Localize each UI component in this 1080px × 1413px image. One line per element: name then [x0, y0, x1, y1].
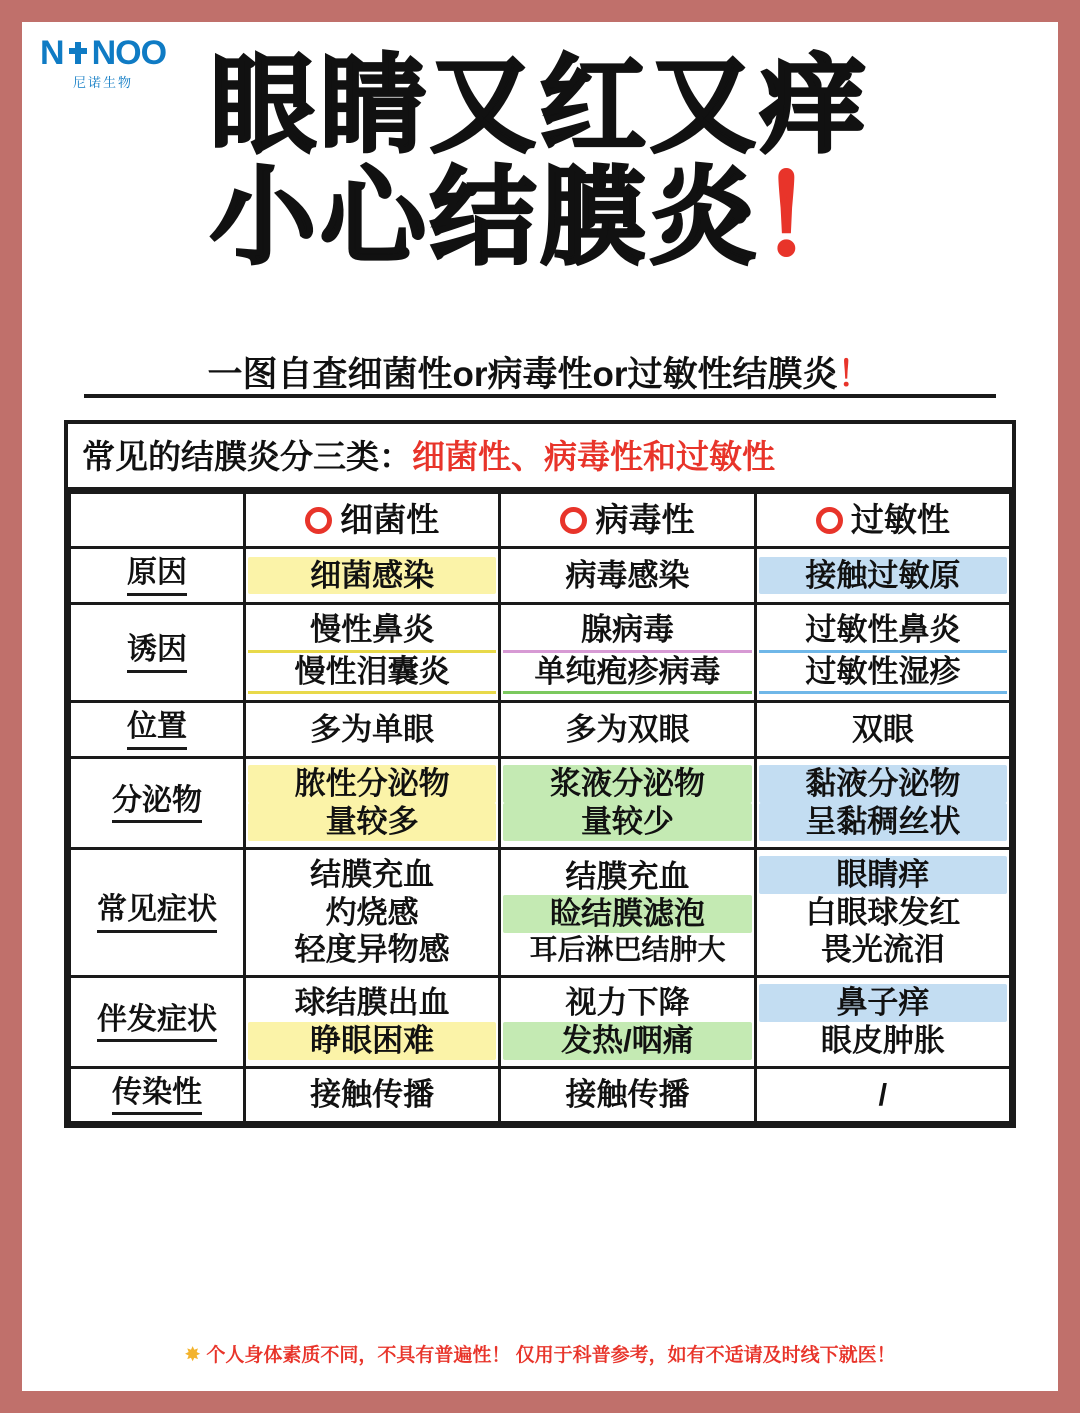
cell-cause-viral	[500, 548, 755, 604]
circle-icon	[560, 507, 587, 534]
cell-discharge-allergic	[755, 758, 1010, 849]
cell-location-allergic	[755, 702, 1010, 758]
table-row	[70, 848, 1011, 976]
cell-associated-viral	[500, 977, 755, 1068]
table-banner-highlight: 细菌性、病毒性和过敏性	[412, 438, 775, 475]
cell-text: 慢性鼻炎	[248, 611, 496, 653]
cell-text: 耳后淋巴结肿大	[529, 934, 726, 966]
disclaimer-exclamation-1: ！	[491, 1345, 511, 1366]
cell-text: 黏液分泌物	[759, 765, 1007, 803]
star-icon: ✸	[184, 1344, 202, 1366]
cell-symptoms-allergic	[755, 848, 1010, 976]
cell-text: 多为单眼	[310, 711, 435, 747]
cell-text: 慢性泪囊炎	[248, 653, 496, 695]
row-header-trigger-label: 诱因	[127, 632, 187, 673]
cell-text: 灼烧感	[325, 894, 419, 930]
subheadline-text: 一图自查细菌性or病毒性or过敏性结膜炎	[207, 355, 838, 394]
column-header-bacterial	[245, 493, 500, 548]
table-row	[70, 758, 1011, 849]
cell-text: 量较多	[248, 803, 496, 841]
cell-associated-allergic	[755, 977, 1010, 1068]
cell-text: 轻度异物感	[294, 932, 450, 968]
cell-text: 细菌感染	[248, 557, 496, 595]
headline-line2	[22, 156, 1058, 280]
subheadline	[22, 347, 1058, 397]
row-header-trigger	[70, 603, 245, 702]
cell-text: 病毒感染	[565, 557, 690, 593]
cell-text: 单纯疱疹病毒	[503, 653, 751, 695]
cell-trigger-bacterial	[245, 603, 500, 702]
disclaimer-text-2: 仅用于科普参考，如有不适请及时线下就医	[515, 1345, 877, 1366]
cell-text: 睑结膜滤泡	[503, 895, 751, 933]
cell-symptoms-viral	[500, 848, 755, 976]
cell-text: 球结膜出血	[294, 985, 450, 1021]
table-banner	[68, 424, 1012, 491]
cell-text: 过敏性鼻炎	[759, 611, 1007, 653]
cell-text: 腺病毒	[503, 611, 751, 653]
table-row	[70, 977, 1011, 1068]
cell-associated-bacterial	[245, 977, 500, 1068]
table-header-row	[70, 493, 1011, 548]
cell-text: 发热/咽痛	[503, 1022, 751, 1060]
cell-cause-allergic	[755, 548, 1010, 604]
table-banner-prefix: 常见的结膜炎分三类：	[82, 438, 412, 475]
cell-discharge-viral	[500, 758, 755, 849]
cell-discharge-bacterial	[245, 758, 500, 849]
cell-text: 多为双眼	[565, 711, 690, 747]
cell-text: 接触过敏原	[759, 557, 1007, 595]
cell-text: 浆液分泌物	[503, 765, 751, 803]
comparison-table-wrap	[64, 420, 1016, 1128]
cell-text: 脓性分泌物	[248, 765, 496, 803]
cell-contagious-viral	[500, 1067, 755, 1123]
cell-text: 接触传播	[565, 1077, 690, 1113]
cell-text: 结膜充血	[565, 858, 690, 894]
comparison-table	[68, 491, 1012, 1124]
subheadline-exclamation: ！	[837, 355, 873, 394]
row-header-associated-label: 伴发症状	[97, 1002, 217, 1043]
row-header-associated	[70, 977, 245, 1068]
table-row	[70, 1067, 1011, 1123]
brand-name-part2: NOO	[91, 34, 167, 72]
cell-contagious-bacterial	[245, 1067, 500, 1123]
row-header-location	[70, 702, 245, 758]
column-header-viral-label: 病毒性	[595, 501, 695, 538]
row-header-contagious	[70, 1067, 245, 1123]
cell-symptoms-bacterial	[245, 848, 500, 976]
table-row	[70, 603, 1011, 702]
column-header-allergic	[755, 493, 1010, 548]
cell-text: 结膜充血	[310, 856, 435, 892]
cell-cause-bacterial	[245, 548, 500, 604]
cell-text: 白眼球发红	[805, 894, 961, 930]
divider-rule	[84, 394, 996, 398]
row-header-cause	[70, 548, 245, 604]
brand-subtitle: 尼诺生物	[73, 75, 134, 90]
cell-contagious-allergic	[755, 1067, 1010, 1123]
row-header-cause-label: 原因	[127, 555, 187, 596]
headline-block	[22, 44, 1058, 280]
headline-line1: 眼睛又红又痒	[210, 44, 870, 167]
row-header-discharge-label: 分泌物	[112, 783, 202, 824]
table-row	[70, 548, 1011, 604]
headline-line2-text: 小心结膜炎	[210, 156, 760, 280]
brand-name-part1: N	[40, 34, 64, 72]
circle-icon	[816, 507, 843, 534]
cell-text: 畏光流泪	[820, 932, 945, 968]
cell-location-viral	[500, 702, 755, 758]
cell-text: 视力下降	[565, 985, 690, 1021]
column-header-bacterial-label: 细菌性	[340, 501, 440, 538]
column-header-viral	[500, 493, 755, 548]
disclaimer-exclamation-2: ！	[876, 1345, 896, 1366]
disclaimer-footer	[64, 1340, 1016, 1367]
cell-location-bacterial	[245, 702, 500, 758]
circle-icon	[305, 507, 332, 534]
cell-text: 鼻子痒	[759, 984, 1007, 1022]
cell-trigger-allergic	[755, 603, 1010, 702]
row-header-symptoms-label: 常见症状	[97, 892, 217, 933]
cell-text: 双眼	[851, 711, 914, 747]
row-header-discharge	[70, 758, 245, 849]
cell-text: 睁眼困难	[248, 1022, 496, 1060]
row-header-contagious-label: 传染性	[112, 1075, 202, 1116]
cell-text: 过敏性湿疹	[759, 653, 1007, 695]
cell-text: 呈黏稠丝状	[759, 803, 1007, 841]
cell-trigger-viral	[500, 603, 755, 702]
headline-exclamation: ！	[760, 156, 870, 280]
table-row	[70, 702, 1011, 758]
cell-text: /	[878, 1077, 888, 1113]
column-header-allergic-label: 过敏性	[850, 501, 950, 538]
cell-text: 眼睛痒	[759, 856, 1007, 894]
row-header-symptoms	[70, 848, 245, 976]
poster-card	[22, 22, 1058, 1391]
cell-text: 眼皮肿胀	[820, 1022, 945, 1058]
table-corner-cell	[70, 493, 245, 548]
disclaimer-text-1: 个人身体素质不同，不具有普遍性	[206, 1345, 492, 1366]
cell-text: 量较少	[503, 803, 751, 841]
cell-text: 接触传播	[310, 1077, 435, 1113]
row-header-location-label: 位置	[127, 709, 187, 750]
